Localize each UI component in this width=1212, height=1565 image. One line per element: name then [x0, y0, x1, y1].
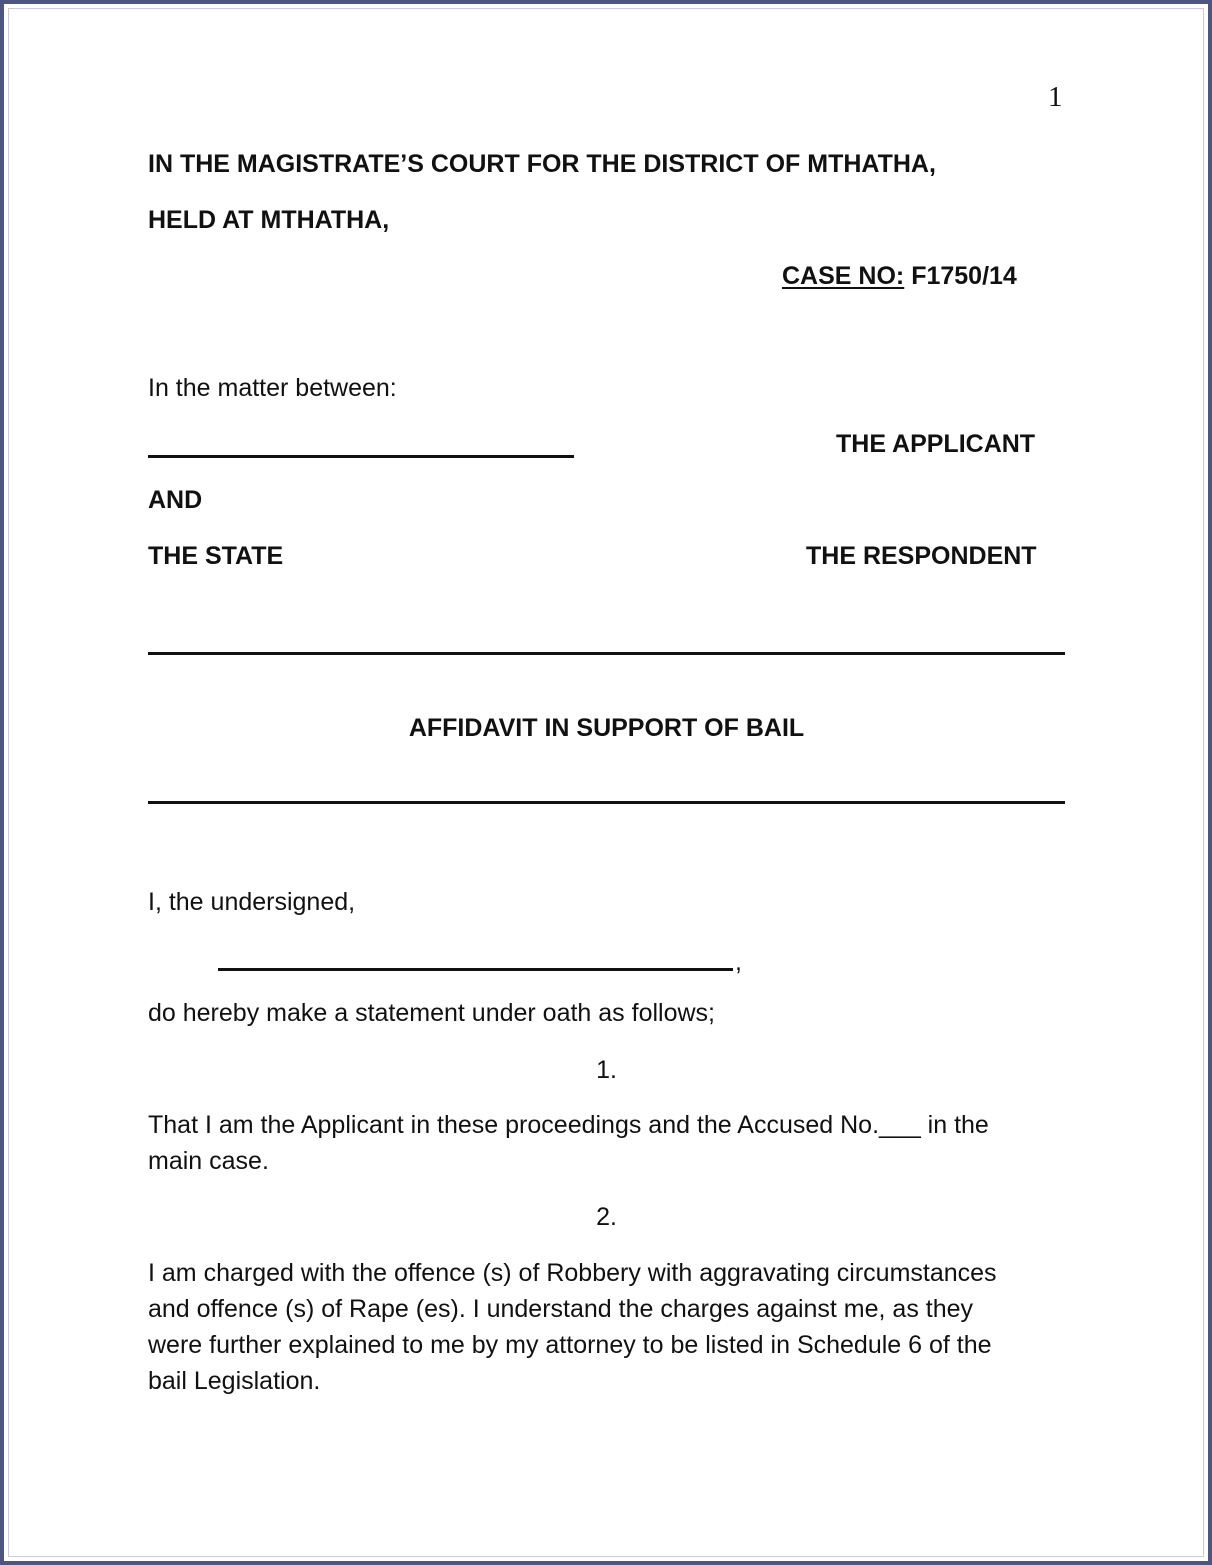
- matter-between-intro: In the matter between:: [148, 374, 397, 402]
- held-at-line: HELD AT MTHATHA,: [148, 206, 390, 234]
- statement-intro: do hereby make a statement under oath as follows;: [148, 999, 715, 1027]
- paragraph-2-text: I am charged with the offence (s) of Robbery with aggravating circumstances and offence (s) of Rape (es). I understand the charges against me, as they were further explained to me by my attorney to be listed in Schedule 6 of the bail Legislation.: [148, 1259, 997, 1395]
- case-number: [782, 261, 1017, 291]
- title-rule-bottom: [148, 801, 1065, 804]
- paragraph-1-text: That I am the Applicant in these proceedings and the Accused No.___ in the main case.: [148, 1111, 989, 1175]
- deponent-name-comma: ,: [735, 948, 742, 976]
- deponent-name-blank: [218, 968, 733, 971]
- case-number-value: F1750/14: [911, 262, 1017, 290]
- title-rule-top: [148, 652, 1065, 655]
- respondent-label: THE RESPONDENT: [806, 542, 1037, 570]
- paragraph-number-1: 1.: [596, 1056, 617, 1084]
- applicant-label: THE APPLICANT: [836, 430, 1036, 458]
- case-number-label: CASE NO:: [782, 262, 905, 290]
- undersigned-line: I, the undersigned,: [148, 888, 356, 916]
- document-title: AFFIDAVIT IN SUPPORT OF BAIL: [408, 714, 805, 742]
- and-separator: AND: [148, 486, 203, 514]
- page-number: 1: [1048, 81, 1063, 113]
- applicant-name-blank: [148, 455, 574, 458]
- paragraph-number-2: 2.: [596, 1203, 617, 1231]
- respondent-name: THE STATE: [148, 542, 284, 570]
- court-heading: IN THE MAGISTRATE’S COURT FOR THE DISTRICT OF MTHATHA,: [148, 150, 936, 178]
